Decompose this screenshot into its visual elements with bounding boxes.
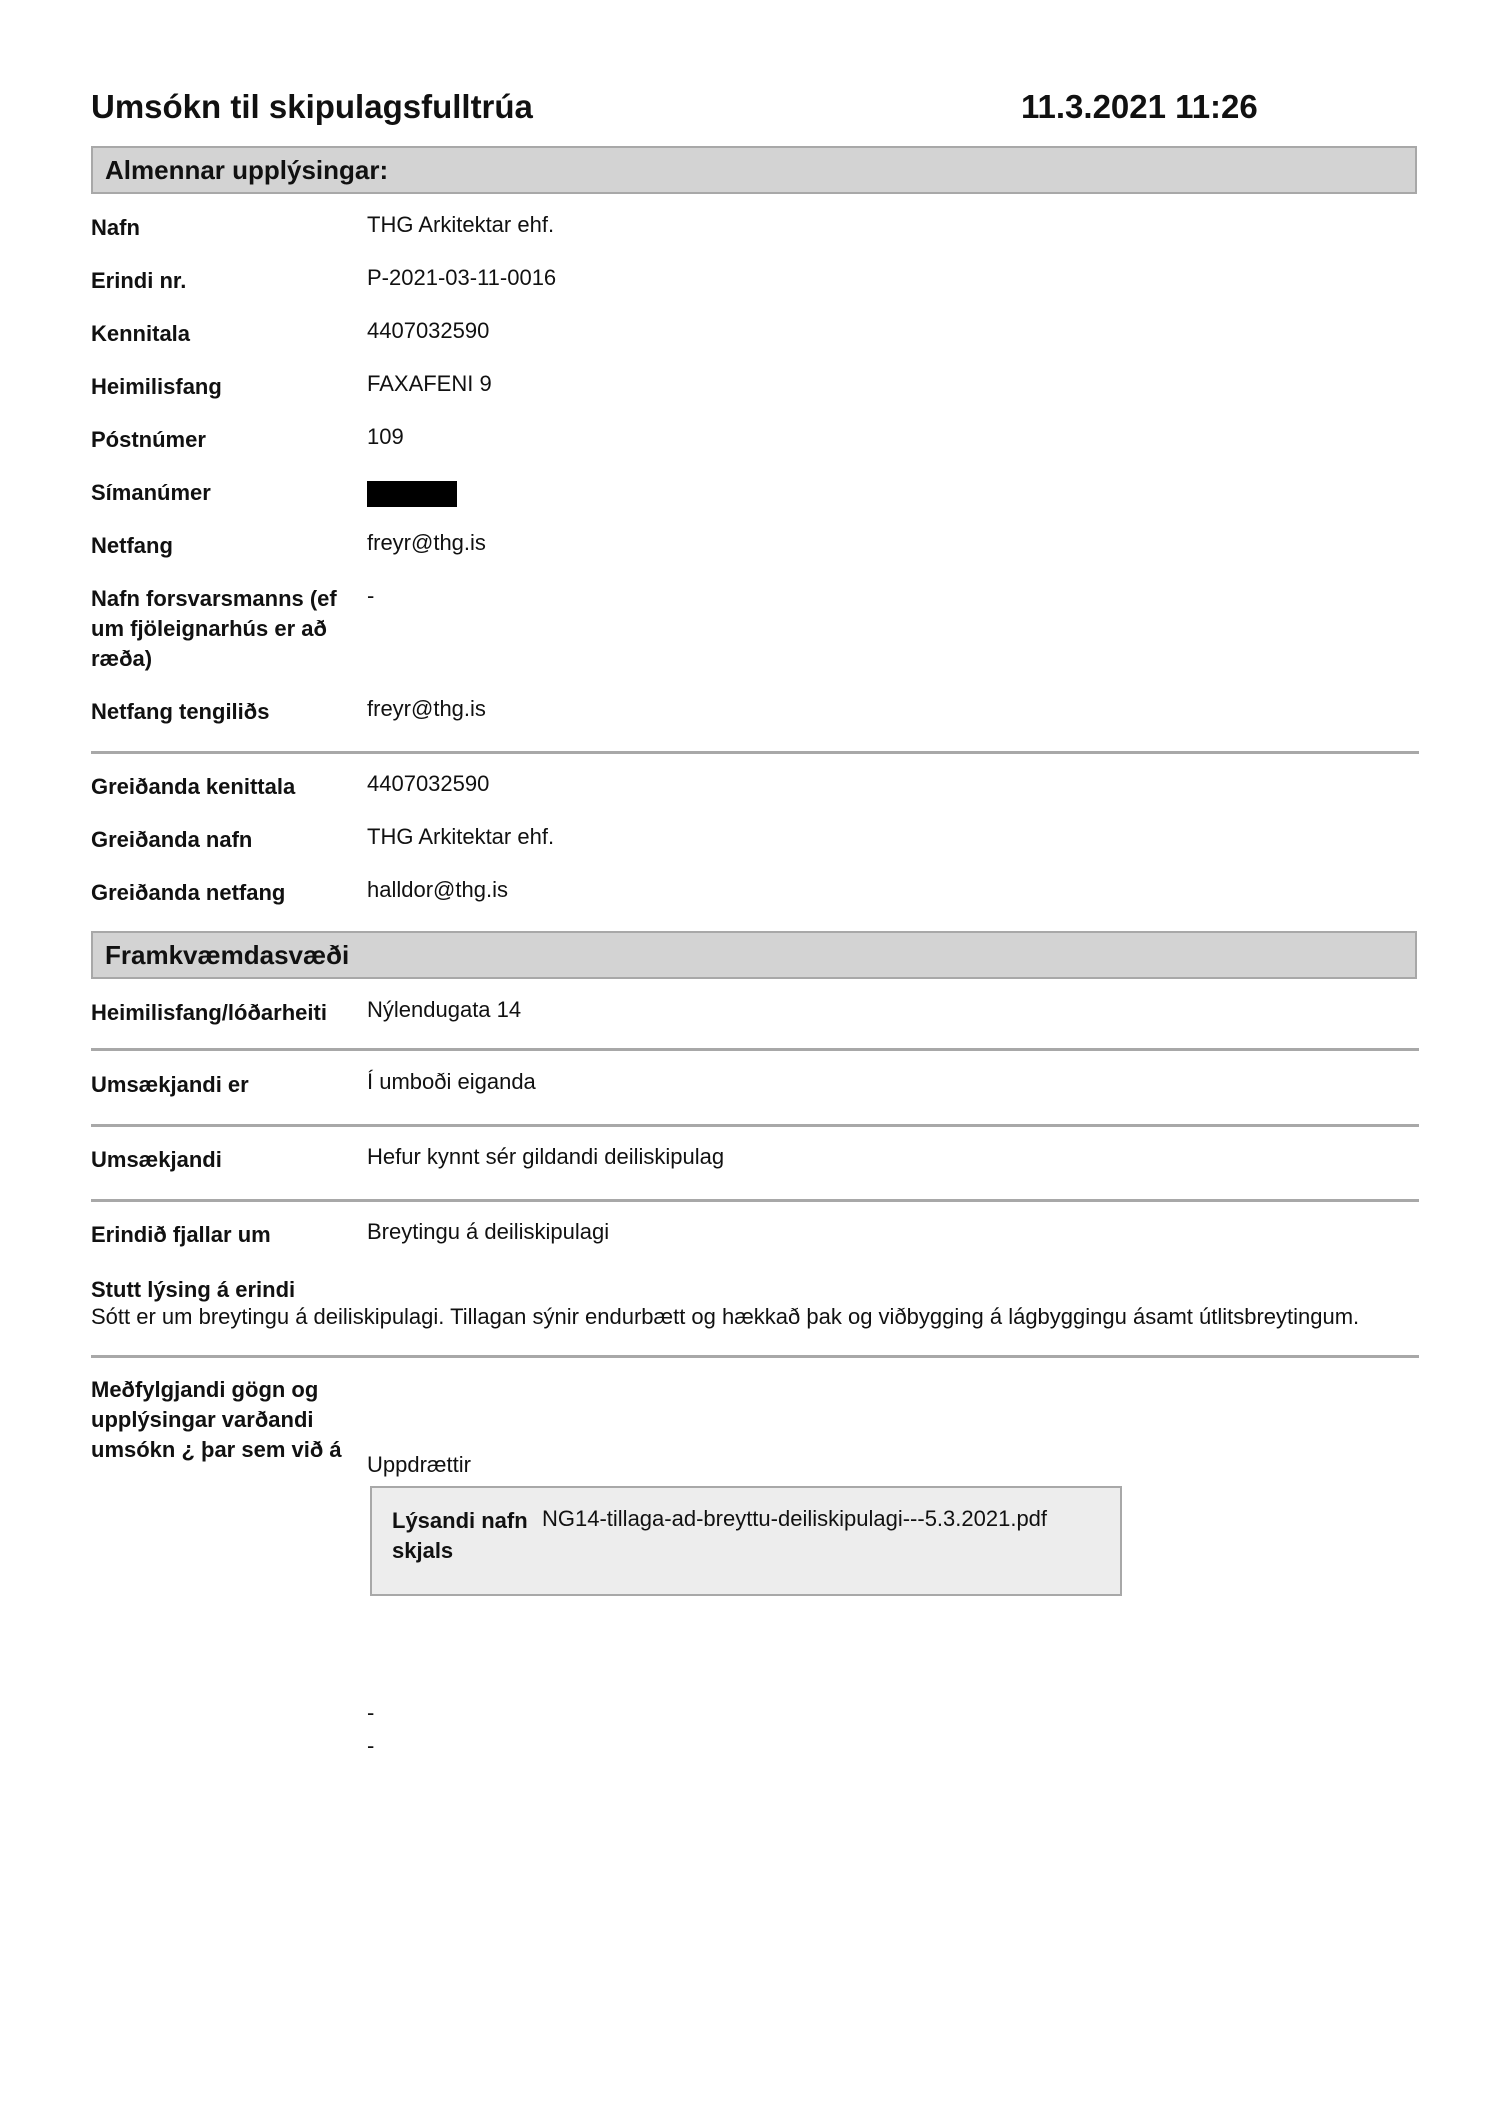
field-label-payer-id: Greiðanda kenittala — [91, 774, 296, 799]
field-label-payer-name: Greiðanda nafn — [91, 827, 253, 852]
field-label-case-number: Erindi nr. — [91, 268, 187, 293]
extra-value-1: - — [367, 1700, 375, 1725]
field-value-contact-email: freyr@thg.is — [367, 696, 486, 721]
divider — [91, 1048, 1419, 1051]
field-value-address: FAXAFENI 9 — [367, 371, 492, 396]
section-header-general: Almennar upplýsingar: — [91, 146, 1417, 194]
file-name-value[interactable]: NG14-tillaga-ad-breyttu-deiliskipulagi---5.3.2021.pdf — [542, 1506, 1048, 1531]
field-label-applicant: Umsækjandi — [91, 1147, 222, 1172]
field-label-address: Heimilisfang — [91, 374, 222, 399]
field-label-name: Nafn — [91, 215, 140, 240]
field-value-id-number: 4407032590 — [367, 318, 490, 343]
field-label-lot: Heimilisfang/lóðarheiti — [91, 1000, 327, 1025]
field-value-payer-id: 4407032590 — [367, 771, 490, 796]
field-value-postal-code: 109 — [367, 424, 404, 449]
field-label-phone: Símanúmer — [91, 480, 211, 505]
attachments-label: Meðfylgjandi gögn og upplýsingar varðandi umsókn ¿ þar sem við á — [91, 1377, 342, 1462]
divider — [91, 751, 1419, 754]
field-value-name: THG Arkitektar ehf. — [367, 212, 555, 237]
field-label-contact-email: Netfang tengiliðs — [91, 699, 270, 724]
section-header-project: Framkvæmdasvæði — [91, 931, 1417, 979]
field-label-applicant-is: Umsækjandi er — [91, 1072, 249, 1097]
page-title: Umsókn til skipulagsfulltrúa — [91, 88, 533, 125]
field-value-applicant-is: Í umboði eiganda — [367, 1069, 536, 1094]
field-value-subject: Breytingu á deiliskipulagi — [367, 1219, 610, 1244]
divider — [91, 1199, 1419, 1202]
field-value-case-number: P-2021-03-11-0016 — [367, 265, 557, 290]
field-label-id-number: Kennitala — [91, 321, 191, 346]
file-name-label: Lýsandi nafn skjals — [392, 1508, 528, 1563]
field-value-email: freyr@thg.is — [367, 530, 486, 555]
field-value-representative: - — [367, 583, 375, 608]
field-value-lot: Nýlendugata 14 — [367, 997, 522, 1022]
divider — [91, 1124, 1419, 1127]
description-label: Stutt lýsing á erindi — [91, 1277, 296, 1302]
divider — [91, 1355, 1419, 1358]
extra-value-2: - — [367, 1733, 375, 1758]
field-value-payer-name: THG Arkitektar ehf. — [367, 824, 555, 849]
field-label-subject: Erindið fjallar um — [91, 1222, 271, 1247]
attachment-file-box — [370, 1486, 1122, 1596]
field-label-email: Netfang — [91, 533, 173, 558]
field-value-applicant: Hefur kynnt sér gildandi deiliskipulag — [367, 1144, 725, 1169]
field-label-representative: Nafn forsvarsmanns (ef um fjöleignarhús er að ræða) — [91, 586, 337, 671]
timestamp: 11.3.2021 11:26 — [1021, 88, 1258, 125]
field-label-postal-code: Póstnúmer — [91, 427, 206, 452]
description-text: Sótt er um breytingu á deiliskipulagi. Tillagan sýnir endurbætt og hækkað þak og viðbygging á lágbyggingu ásamt útlitsbreytingum. — [91, 1304, 1360, 1329]
field-value-phone-redacted — [367, 478, 457, 508]
drawings-label: Uppdrættir — [367, 1452, 471, 1477]
field-value-payer-email: halldor@thg.is — [367, 877, 508, 902]
field-label-payer-email: Greiðanda netfang — [91, 880, 286, 905]
redaction-block — [367, 481, 457, 507]
